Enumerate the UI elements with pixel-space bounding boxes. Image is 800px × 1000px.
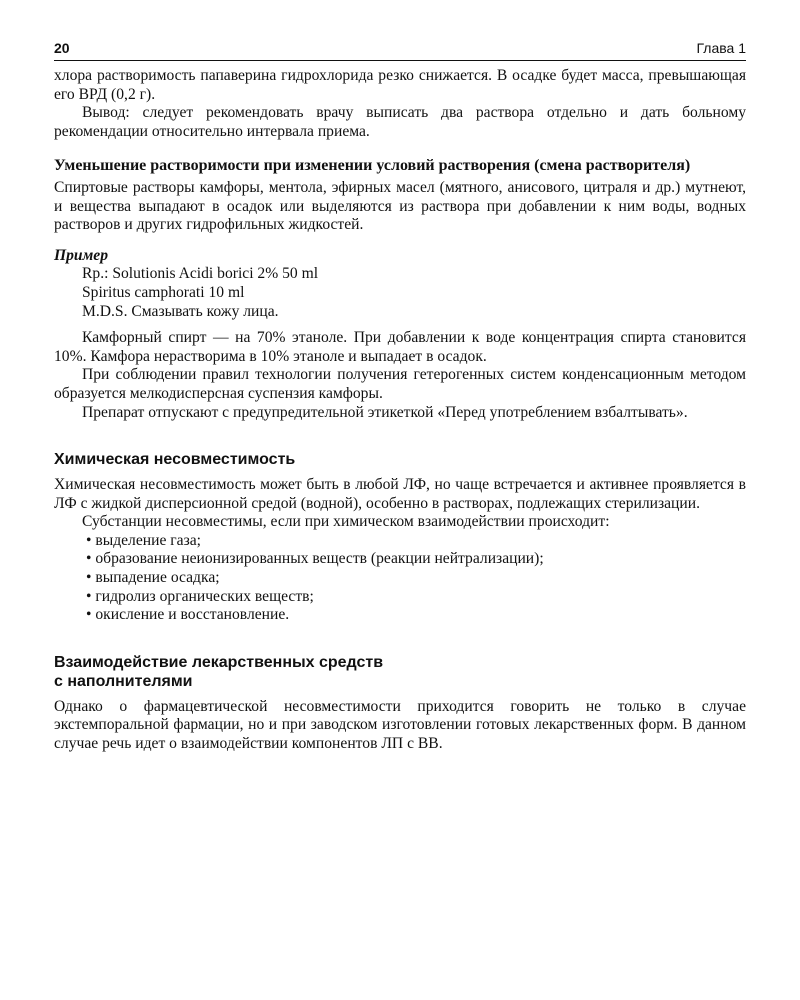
prescription-line: Rp.: Solutionis Acidi borici 2% 50 ml xyxy=(82,265,319,283)
paragraph: При соблюдении правил технологии получения гетерогенных систем конденсационным методом образуется мелкодисперсная суспензия камфоры. xyxy=(54,366,746,402)
paragraph: Субстанции несовместимы, если при химическом взаимодействии происходит: xyxy=(82,513,610,531)
list-item: • окисление и восстановление. xyxy=(86,606,746,625)
section-heading-excipient-interaction xyxy=(54,653,746,691)
section-heading-chemical-incompatibility: Химическая несовместимость xyxy=(54,451,296,469)
paragraph: Спиртовые растворы камфоры, ментола, эфирных масел (мятного, анисового, цитраля и др.) мутнеют, и вещества выпадают в осадок или выделяются из раствора при добавлении к ним воды, водных растворов и других гидрофильных жидкостей. xyxy=(54,178,746,234)
paragraph: хлора растворимость папаверина гидрохлорида резко снижается. В осадке будет масса, превышающая его ВРД (0,2 г). xyxy=(54,67,746,103)
paragraph: Химическая несовместимость может быть в любой ЛФ, но чаще встречается и активнее проявляется в ЛФ с жидкой дисперсионной средой (водной), особенно в растворах, подлежащих стерилизации. xyxy=(54,476,746,512)
header-rule xyxy=(54,60,746,61)
page xyxy=(54,36,746,754)
chapter-title: Глава 1 xyxy=(696,40,746,56)
paragraph: Препарат отпускают с предупредительной этикеткой «Перед употреблением взбалтывать». xyxy=(82,403,688,421)
running-header xyxy=(54,36,746,56)
conclusion-paragraph: Вывод: следует рекомендовать врачу выписать два раствора отдельно и дать больному рекомендации относительно интервала приема. xyxy=(54,104,746,140)
body-text xyxy=(54,67,746,754)
paragraph: Однако о фармацевтической несовместимости приходится говорить не только в случае экстемпоральной фармации, но и при заводском изготовлении готовых лекарственных форм. В данном случае речь идет о взаимодействии компонентов ЛП с ВВ. xyxy=(54,697,746,753)
example-heading: Пример xyxy=(54,246,108,264)
prescription xyxy=(54,265,746,321)
section-heading-solvent-change: Уменьшение растворимости при изменении условий растворения (смена растворителя) xyxy=(54,157,691,175)
list-item: • образование неионизированных веществ (реакции нейтрализации); xyxy=(86,550,746,569)
paragraph: Камфорный спирт — на 70% этаноле. При добавлении к воде концентрация спирта становится 10%. Камфора нерастворима в 10% этаноле и выпадает в осадок. xyxy=(54,329,746,365)
prescription-line: Spiritus camphorati 10 ml xyxy=(82,283,245,301)
heading-line: с наполнителями xyxy=(54,672,193,690)
bullet-list xyxy=(54,532,746,625)
list-item: • выделение газа; xyxy=(86,532,746,551)
list-item: • выпадение осадка; xyxy=(86,569,746,588)
list-item: • гидролиз органических веществ; xyxy=(86,588,746,607)
heading-line: Взаимодействие лекарственных средств xyxy=(54,653,384,671)
prescription-line: M.D.S. Смазывать кожу лица. xyxy=(82,302,279,320)
page-number: 20 xyxy=(54,40,70,56)
